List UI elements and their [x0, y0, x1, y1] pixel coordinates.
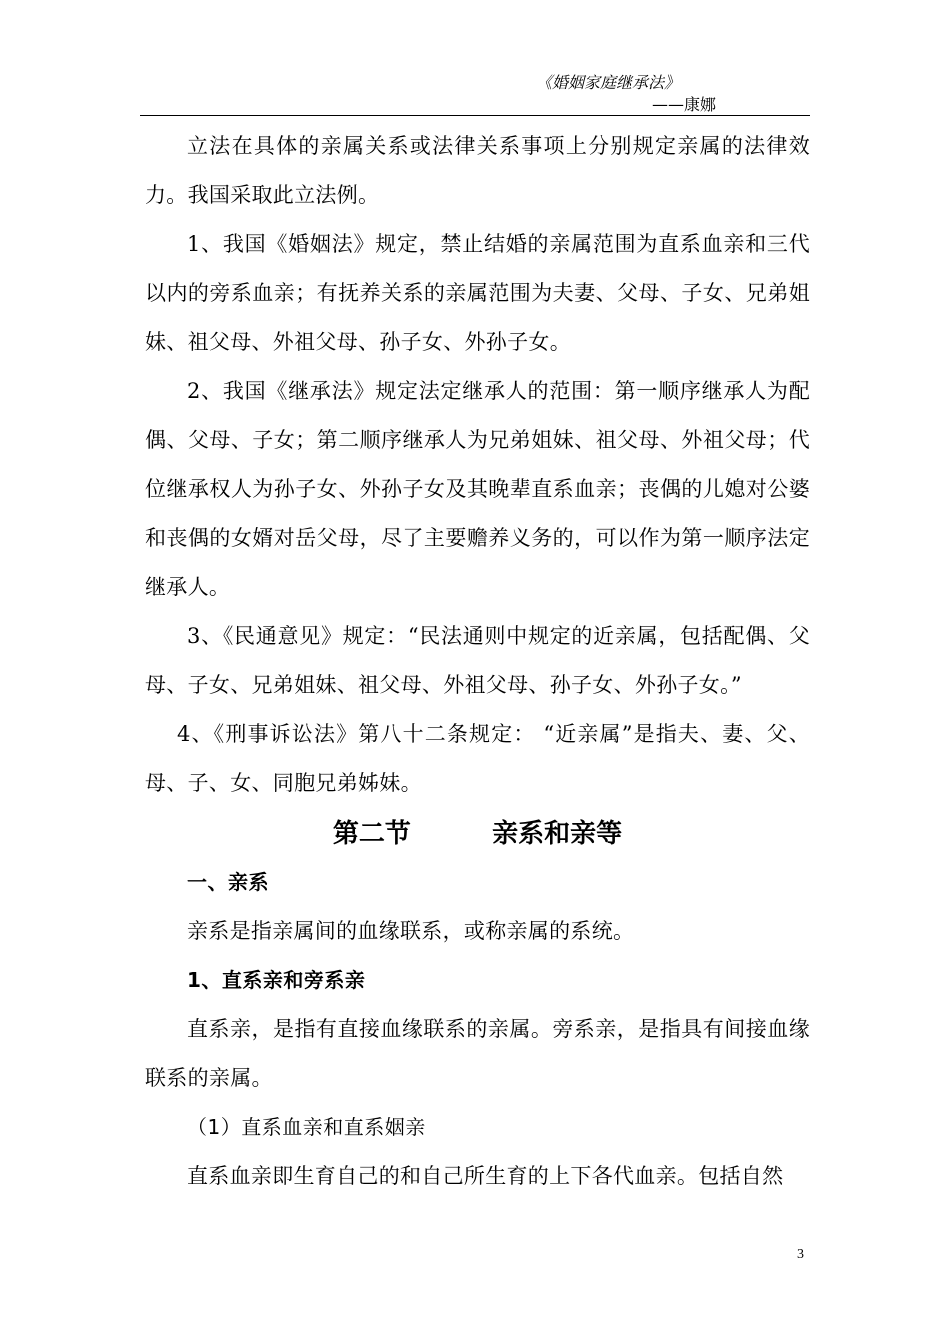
page-number: 3 [797, 1247, 804, 1262]
paragraph-civil-opinions: 3、《民通意见》规定：“民法通则中规定的近亲属，包括配偶、父母、子女、兄弟姐妹、祖父母、外祖父母、孙子女、外孙子女。” [145, 624, 810, 697]
header-author: ——康娜 [652, 95, 717, 114]
heading-lineal-blood-affinity: （1）直系血亲和直系姻亲 [187, 1115, 426, 1139]
page-header [0, 0, 950, 120]
document-body [145, 122, 810, 1201]
paragraph-inheritance-law: 2、我国《继承法》规定法定继承人的范围：第一顺序继承人为配偶、父母、子女；第二顺序继承人为兄弟姐妹、祖父母、外祖父母；代位继承权人为孙子女、外孙子女及其晚辈直系血亲；丧偶的儿媳对公婆和丧偶的女婿对岳父母，尽了主要赡养义务的，可以作为第一顺序法定继承人。 [145, 379, 810, 599]
heading-lineal-collateral: 1、直系亲和旁系亲 [187, 968, 366, 992]
paragraph-lineal-collateral-definition: 直系亲，是指有直接血缘联系的亲属。旁系亲，是指具有间接血缘联系的亲属。 [145, 1017, 810, 1090]
heading-kinship-line: 一、亲系 [187, 870, 269, 894]
header-divider [140, 115, 810, 116]
section-title: 第二节 亲系和亲等 [332, 819, 623, 849]
header-book-title: 《婚姻家庭继承法》 [536, 73, 681, 92]
paragraph-criminal-procedure: 4、《刑事诉讼法》第八十二条规定： “近亲属”是指夫、妻、父、母、子、女、同胞兄弟姊妹。 [145, 722, 810, 795]
paragraph-marriage-law: 1、我国《婚姻法》规定，禁止结婚的亲属范围为直系血亲和三代以内的旁系血亲；有抚养关系的亲属范围为夫妻、父母、子女、兄弟姐妹、祖父母、外祖父母、孙子女、外孙子女。 [145, 232, 810, 354]
paragraph-kinship-definition: 亲系是指亲属间的血缘联系，或称亲属的系统。 [187, 919, 635, 943]
paragraph-legislation-intro: 立法在具体的亲属关系或法律关系事项上分别规定亲属的法律效力。我国采取此立法例。 [145, 134, 810, 207]
paragraph-lineal-blood-definition: 直系血亲即生育自己的和自己所生育的上下各代血亲。包括自然 [187, 1164, 784, 1188]
